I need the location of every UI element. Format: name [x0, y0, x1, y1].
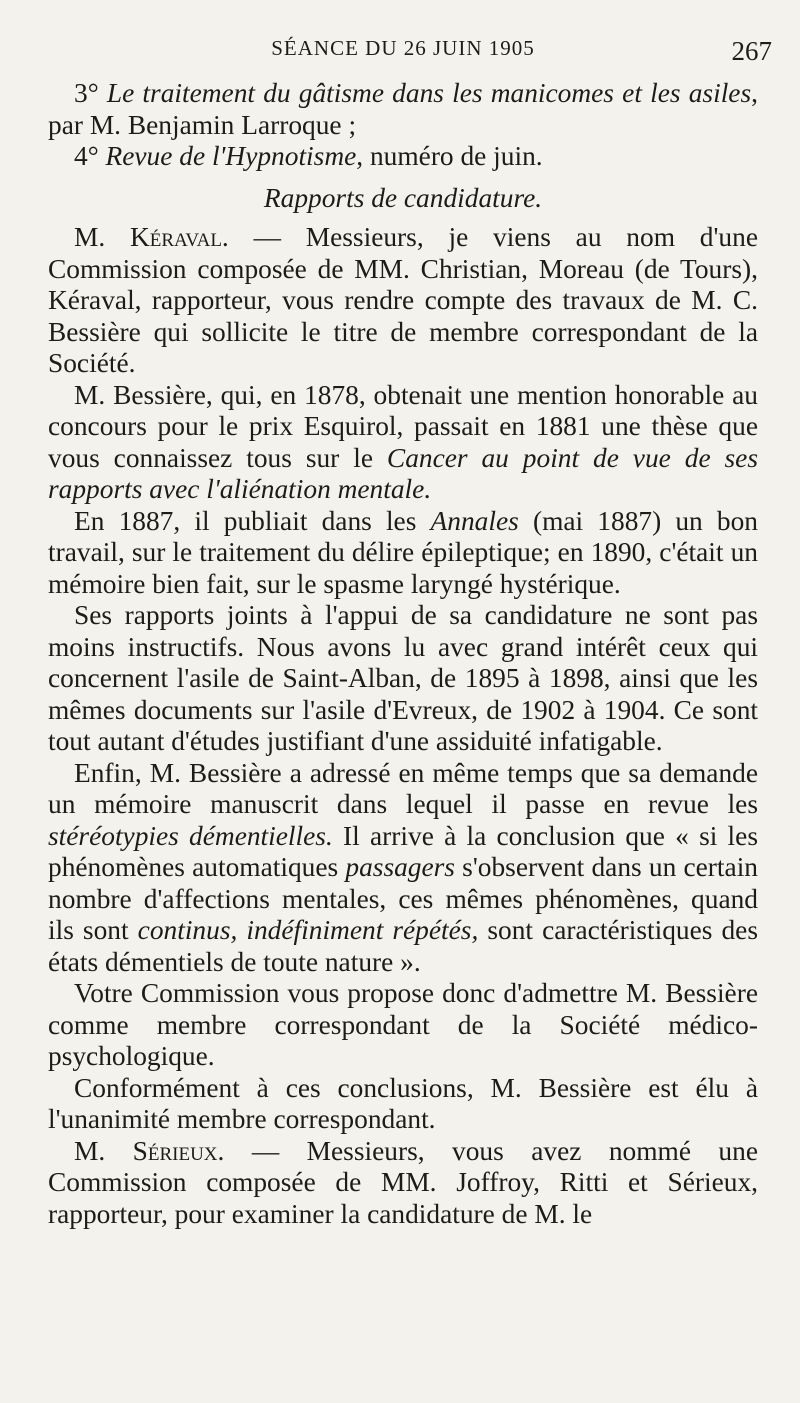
paragraph-keraval — [48, 222, 758, 380]
paragraph-text: M. Bessière, qui, en 1878, obtenait une mention honorable au concours pour le prix Esquirol, passait en 1881 une thèse que vous connaissez tous sur le — [48, 379, 758, 473]
paragraph-text: Conformément à ces conclusions, M. Bessière est élu à l'unanimité membre correspondant. — [48, 1072, 758, 1134]
speaker-name: M. Sérieux. — [74, 1135, 225, 1166]
paragraph-text: (mai 1887) un bon travail, sur le traitement du délire épileptique; en 1890, c'était un mémoire bien fait, sur le spasme laryngé hystérique. — [48, 505, 758, 599]
list-item-title: Revue de l'Hypnotisme — [105, 141, 357, 171]
paragraph-text: En 1887, il publiait dans les — [74, 505, 431, 536]
paragraph-text: — Messieurs, vous avez nommé une Commission composée de MM. Joffroy, Ritti et Sérieux, rapporteur, pour examiner la candidature de M. le — [48, 1135, 758, 1229]
list-item-title: Le traitement du gâtisme dans les manicomes et les asiles — [106, 78, 752, 108]
paragraph-text: — Messieurs, je viens au nom d'une Commission composée de MM. Christian, Moreau (de Tours), Kéraval, rapporteur, vous rendre compte des travaux de M. C. Bessière qui sollicite le titre de membre correspondant de la Société. — [48, 222, 758, 378]
paragraph-publications — [48, 506, 758, 601]
paragraph-memoir — [48, 758, 758, 979]
document-page — [48, 32, 772, 1230]
list-item-number: 3° — [74, 78, 107, 108]
italic-term: passagers — [345, 852, 455, 882]
list-item-note: , numéro de juin. — [356, 141, 543, 171]
paragraph-text: s'observent dans un certain nombre d'affections mentales, ces mêmes phénomènes, quand ils sont — [48, 852, 759, 945]
italic-term: continus, indéfiniment répétés, — [137, 915, 479, 945]
journal-title: Annales — [430, 505, 519, 536]
paragraph-text: sont caractéristiques des états démentiels de toute nature ». — [48, 915, 758, 977]
paragraph-bessiere-thesis — [48, 380, 758, 506]
paragraph-proposal — [48, 978, 758, 1073]
running-title: SÉANCE DU 26 JUIN 1905 — [271, 36, 535, 60]
thesis-title: Cancer au point de vue de ses rapports avec l'aliénation mentale. — [48, 442, 758, 504]
paragraph-election — [48, 1073, 758, 1136]
list-item-number: 4° — [74, 141, 106, 171]
list-item — [48, 141, 758, 173]
paragraph-reports — [48, 600, 758, 758]
list-item-author: , par M. Benjamin Larroque ; — [48, 78, 758, 140]
paragraph-text: Il arrive à la conclusion que « si les phénomènes automatiques — [48, 820, 758, 882]
paragraph-text: Ses rapports joints à l'appui de sa candidature ne sont pas moins instructifs. Nous avons lu avec grand intérêt ceux qui concernent l'asile de Saint-Alban, de 1895 à 1898, ainsi que les mêmes documents sur l'asile d'Evreux, de 1902 à 1904. Ce sont tout autant d'études justifiant d'une assiduité infatigable. — [48, 600, 758, 756]
italic-term: stéréotypies démentielles. — [48, 820, 333, 851]
paragraph-text: Votre Commission vous propose donc d'admettre M. Bessière comme membre correspondant de la Société médico-psychologique. — [48, 978, 758, 1071]
body-text — [48, 78, 758, 1230]
paragraph-text: Enfin, M. Bessière a adressé en même temps que sa demande un mémoire manuscrit dans lequel il passe en revue les — [48, 757, 758, 819]
section-heading: Rapports de candidature. — [263, 182, 543, 213]
paragraph-serieux — [48, 1136, 758, 1231]
speaker-name: M. Kéraval. — [74, 222, 229, 252]
page-header — [48, 32, 772, 78]
page-number: 267 — [731, 36, 772, 66]
list-item — [48, 78, 758, 141]
